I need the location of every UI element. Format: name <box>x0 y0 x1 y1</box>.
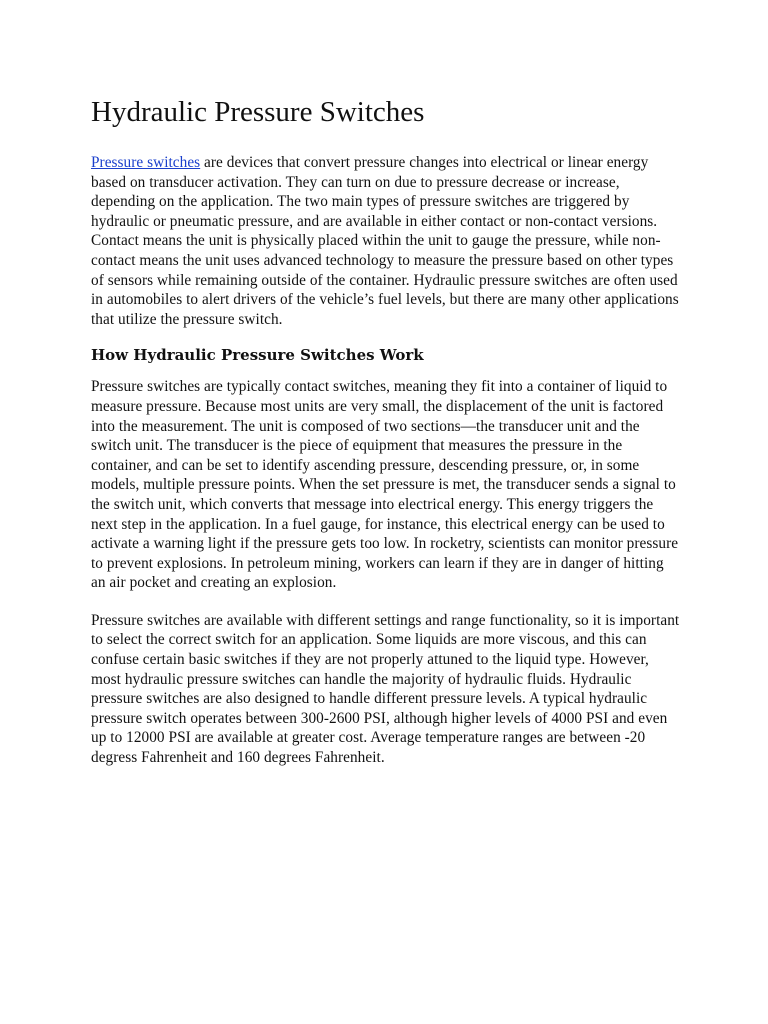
body-paragraph-2: Pressure switches are typically contact switches, meaning they fit into a container of liquid to measure pressure. Because most units are very small, the displacement of the unit is factored into the measurement. The unit is composed of two sections—the transducer unit and the switch unit. The transducer is the piece of equipment that measures the pressure in the container, and can be set to identify ascending pressure, descending pressure, or, in some models, multiple pressure points. When the set pressure is met, the transducer sends a signal to the switch unit, which converts that message into electrical energy. This energy triggers the next step in the application. In a fuel gauge, for instance, this electrical energy can be used to activate a warning light if the pressure gets too low. In rocketry, scientists can monitor pressure to prevent explosions. In petroleum mining, workers can learn if they are in danger of hitting an air pocket and creating an explosion. <box>91 378 679 592</box>
intro-paragraph <box>91 153 681 329</box>
pressure-switches-link[interactable]: Pressure switches <box>91 154 201 171</box>
intro-text: are devices that convert pressure changes into electrical or linear energy based on transducer activation. They can turn on due to pressure decrease or increase, depending on the application. The two main types of pressure switches are triggered by hydraulic or pneumatic pressure, and are available in either contact or non-contact versions. Contact means the unit is physically placed within the unit to gauge the pressure, while non-contact means the unit uses advanced technology to measure the pressure based on other types of sensors while remaining outside of the container. Hydraulic pressure switches are often used in automobiles to alert drivers of the vehicle’s fuel levels, but there are many other applications that utilize the pressure switch. <box>91 154 679 328</box>
document-page <box>91 94 681 786</box>
page-title: Hydraulic Pressure Switches <box>91 96 425 128</box>
body-paragraph-3: Pressure switches are available with different settings and range functionality, so it is important to select the correct switch for an application. Some liquids are more viscous, and this can confuse certain basic switches if they are not properly attuned to the liquid type. However, most hydraulic pressure switches can handle the majority of hydraulic fluids. Hydraulic pressure switches are also designed to handle different pressure levels. A typical hydraulic pressure switch operates between 300-2600 PSI, although higher levels of 4000 PSI and even up to 12000 PSI are available at greater cost. Average temperature ranges are between -20 degress Fahrenheit and 160 degrees Fahrenheit. <box>91 611 680 767</box>
section-heading: How Hydraulic Pressure Switches Work <box>91 346 424 365</box>
